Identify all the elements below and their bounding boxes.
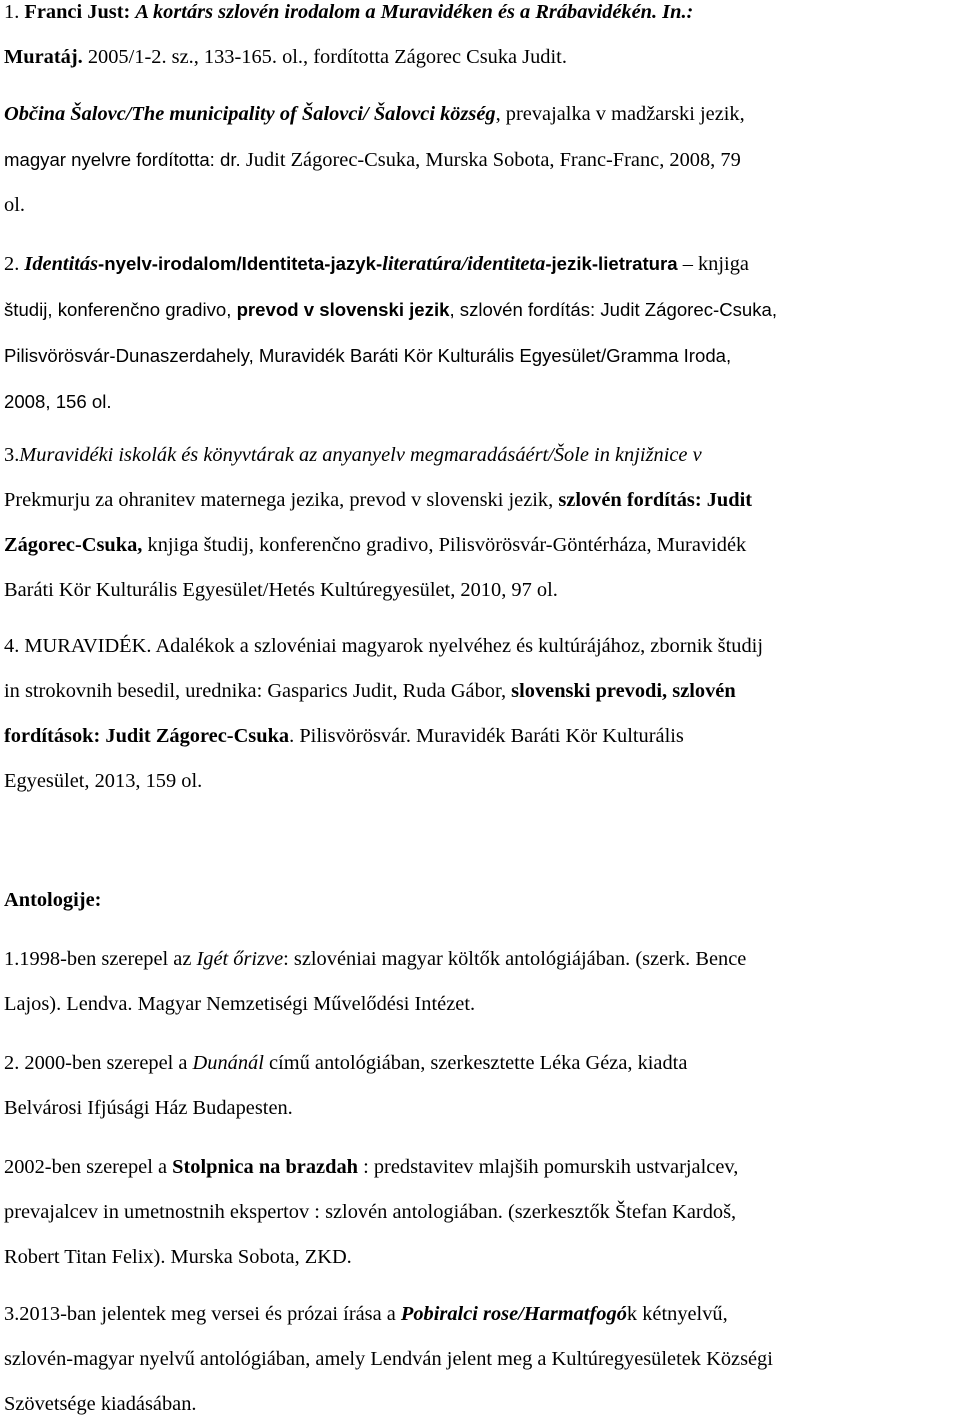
entry-details: 2002-ben szerepel a	[4, 1156, 173, 1178]
entry-details: . Pilisvörösvár. Muravidék Baráti Kör Kulturális	[289, 725, 684, 747]
anthology-entry-1	[4, 937, 954, 1027]
entry-number: 2.	[4, 1052, 25, 1074]
entry-translation: szlovén fordítás: Judit	[558, 489, 753, 511]
entry-details: Pilisvörösvár-Dunaszerdahely, Muravidék Baráti Kör Kulturális Egyesület/Gramma Iroda,	[4, 345, 732, 366]
entry-journal: Muratáj.	[4, 46, 83, 68]
entry-translator: fordítások: Judit Zágorec-Csuka	[4, 725, 290, 747]
entry-number: 2.	[4, 253, 25, 275]
entry-title: Stolpnica na brazdah	[172, 1156, 358, 1178]
bibliography-entry-1	[4, 0, 954, 80]
bibliography-entry-4	[4, 624, 954, 804]
entry-details: , prevajalka v madžarski jezik,	[495, 103, 745, 125]
entry-details: 2005/1-2. sz., 133-165. ol., fordította Zágorec Csuka Judit.	[82, 46, 567, 68]
entry-details: Judit Zágorec-Csuka, Murska Sobota, Franc-Franc, 2008, 79	[245, 149, 741, 171]
entry-details: Belvárosi Ifjúsági Ház Budapesten.	[4, 1097, 293, 1119]
anthology-entry-3	[4, 1292, 954, 1427]
entry-details: Egyesület, 2013, 159 ol.	[4, 770, 203, 792]
anthology-entry-2002	[4, 1145, 954, 1280]
bibliography-entry-obcina	[4, 92, 954, 228]
entry-details: : szlovéniai magyar költők antológiájában. (szerk. Bence	[283, 948, 747, 970]
entry-number: 3.	[4, 444, 20, 466]
entry-number: 1.	[4, 948, 20, 970]
entry-details: 2000-ben szerepel a	[24, 1052, 193, 1074]
entry-details: 2013-ban jelentek meg versei és prózai írása a	[19, 1303, 401, 1325]
entry-title: Občina Šalovc/The municipality of Šalovci/ Šalovci község	[4, 103, 496, 125]
entry-details: Szövetsége kiadásában.	[4, 1393, 197, 1415]
entry-title: Pobiralci rose/Harmatfogó	[400, 1303, 627, 1325]
entry-details: szlovén-magyar nyelvű antológiában, amely Lendván jelent meg a Kultúregyesületek Községi	[4, 1348, 773, 1370]
entry-details: Lajos). Lendva. Magyar Nemzetiségi Művelődési Intézet.	[4, 993, 476, 1015]
entry-details: 2008, 156 ol.	[4, 391, 112, 412]
entry-details: című antológiában, szerkesztette Léka Géza, kiadta	[263, 1052, 688, 1074]
dash: –	[677, 253, 698, 275]
anthology-entry-2	[4, 1041, 954, 1131]
entry-title: Igét őrizve	[196, 948, 284, 970]
entry-details: Baráti Kör Kulturális Egyesület/Hetés Kultúregyesület, 2010, 97 ol.	[4, 579, 558, 601]
entry-number: 4.	[4, 635, 25, 657]
entry-details: magyar nyelvre fordította: dr.	[4, 149, 246, 170]
entry-title: Dunánál	[192, 1052, 264, 1074]
entry-author: Franci Just:	[24, 1, 136, 23]
entry-details: prevajalcev in umetnostnih ekspertov : szlovén antologiában. (szerkesztők Štefan Kardoš,	[4, 1201, 737, 1223]
entry-number: 3.	[4, 1303, 20, 1325]
entry-details: knjiga študij, konferenčno gradivo, Pilisvörösvár-Göntérháza, Muravidék	[142, 534, 747, 556]
entry-title: literatúra/identiteta	[382, 253, 546, 275]
entry-title-suffix: k	[626, 1303, 638, 1325]
bibliography-entry-2	[4, 241, 954, 425]
entry-details: Adalékok a szlovéniai magyarok nyelvéhez és kultúrájához, zbornik študij	[151, 635, 763, 657]
entry-number: 1.	[4, 1, 25, 23]
entry-title: -jezik-lietratura	[545, 253, 678, 274]
bibliography-entry-3	[4, 433, 954, 613]
entry-translator: Zágorec-Csuka,	[4, 534, 143, 556]
entry-translation: prevod v slovenski jezik	[236, 299, 450, 320]
entry-translation: slovenski prevodi, szlovén	[511, 680, 736, 702]
entry-details: ol.	[4, 194, 25, 216]
entry-details: in strokovnih besedil, urednika: Gasparics Judit, Ruda Gábor,	[4, 680, 512, 702]
entry-details: , szlovén fordítás: Judit Zágorec-Csuka,	[449, 299, 778, 320]
entry-details: Robert Titan Felix). Murska Sobota, ZKD.	[4, 1246, 352, 1268]
entry-title: Muravidéki iskolák és könyvtárak az anyanyelv megmaradásáért/Šole in knjižnice v	[19, 444, 702, 466]
entry-details: : predstavitev mlajših pomurskih ustvarjalcev,	[357, 1156, 739, 1178]
section-heading: Antologije:	[4, 889, 102, 911]
entry-title: Identitás	[24, 253, 99, 275]
entry-title: MURAVIDÉK.	[24, 635, 152, 657]
entry-details: študij, konferenčno gradivo,	[4, 299, 237, 320]
entry-details: Prekmurju za ohranitev maternega jezika, prevod v slovenski jezik,	[4, 489, 559, 511]
entry-details: kétnyelvű,	[637, 1303, 728, 1325]
entry-details: 1998-ben szerepel az	[19, 948, 197, 970]
entry-title: A kortárs szlovén irodalom a Muravidéken és a Rrábavidékén. In.:	[135, 1, 694, 23]
entry-details: knjiga	[697, 253, 749, 275]
entry-title: -nyelv-irodalom/Identiteta-jazyk-	[98, 253, 383, 274]
